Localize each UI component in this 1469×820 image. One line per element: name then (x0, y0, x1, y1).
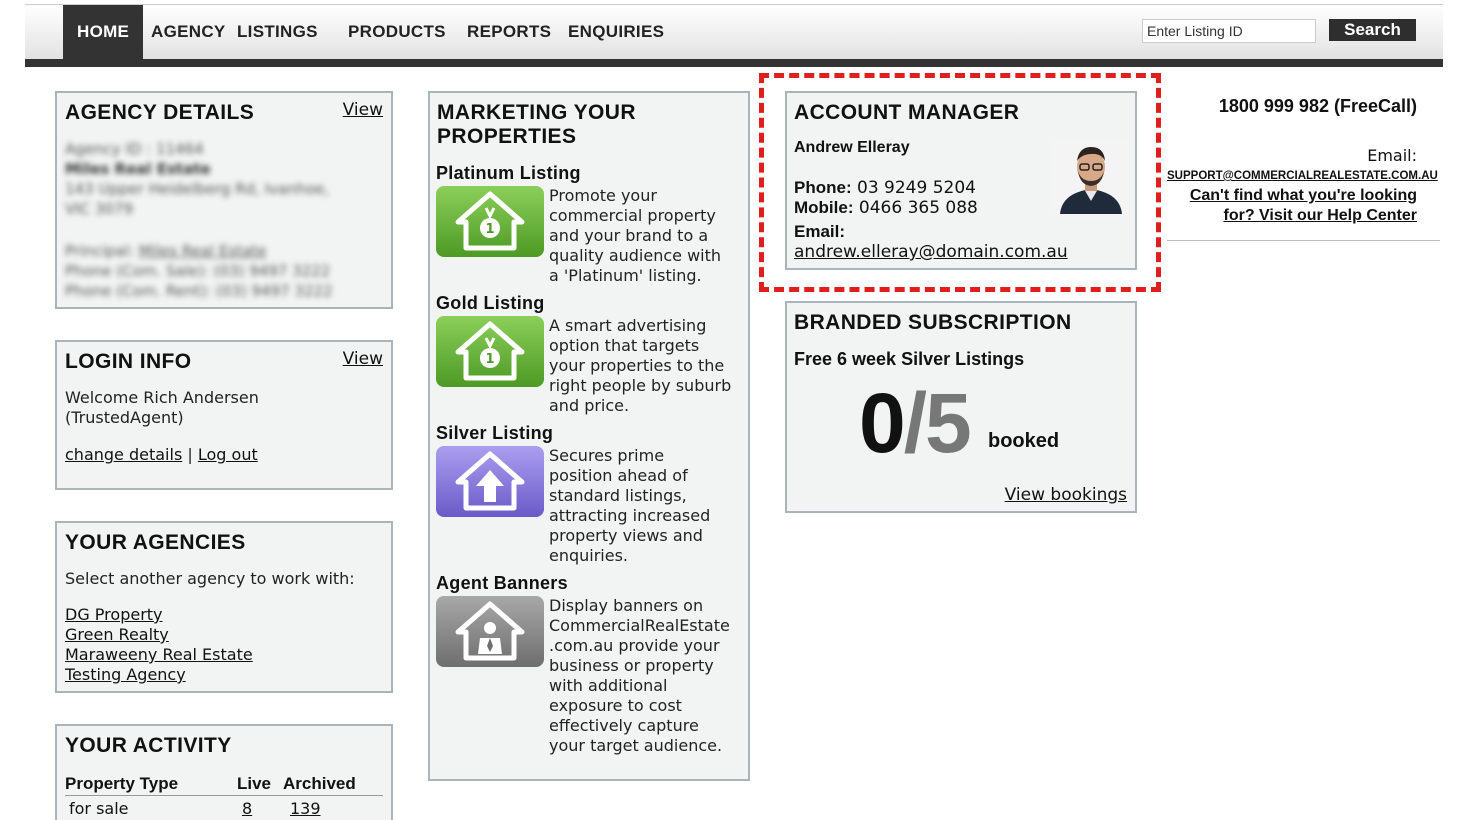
branded-subscription-panel (785, 301, 1137, 513)
agency-link-dg-property[interactable]: DG Property (65, 605, 163, 624)
your-activity-panel (55, 724, 393, 820)
nav-enquiries[interactable]: ENQUIRIES (568, 22, 665, 41)
agency-address-line1: 143 Upper Heidelberg Rd, Ivanhoe, (65, 180, 330, 198)
mobile-label: Mobile: (794, 198, 854, 217)
account-manager-title: ACCOUNT MANAGER (794, 101, 1020, 124)
support-email-label: Email: (1367, 146, 1417, 165)
account-links (65, 445, 258, 465)
welcome-message (65, 388, 259, 428)
agency-details-view-link[interactable]: View (342, 100, 383, 120)
marketing-title-line2: PROPERTIES (437, 125, 577, 148)
agency-id: Agency ID : 11464 (65, 140, 204, 158)
login-info-view-link[interactable]: View (342, 349, 383, 369)
your-activity-title: YOUR ACTIVITY (65, 734, 232, 757)
agency-list (65, 605, 253, 685)
login-info-title: LOGIN INFO (65, 350, 192, 373)
silver-listing-heading: Silver Listing (436, 423, 554, 443)
table-row (65, 796, 383, 820)
logout-link[interactable]: Log out (197, 445, 258, 464)
agent-banners-heading: Agent Banners (436, 573, 568, 593)
booked-count: 0 (859, 376, 904, 470)
your-agencies-title: YOUR AGENCIES (65, 531, 246, 554)
principal-link[interactable]: Miles Real Estate (138, 242, 267, 260)
account-manager-name: Andrew Elleray (794, 139, 910, 156)
row-live-count[interactable]: 8 (242, 799, 253, 818)
link-separator: | (187, 445, 193, 464)
freecall-number: 1800 999 982 (FreeCall) (1218, 96, 1417, 116)
row-property-type: for sale (69, 799, 129, 818)
help-center-link-line1[interactable]: Can't find what you're looking (1189, 187, 1417, 204)
help-center-link-block (1167, 186, 1417, 226)
agent-banners-house-icon (436, 596, 544, 667)
subscription-title: BRANDED SUBSCRIPTION (794, 311, 1072, 334)
platinum-house-icon (436, 186, 544, 257)
marketing-title (437, 101, 636, 149)
phone-com-rent: Phone (Com. Rent): (03) 9497 3222 (65, 282, 333, 300)
principal-label: Principal: (65, 242, 134, 260)
col-archived: Archived (283, 774, 356, 793)
booked-label: booked (988, 430, 1060, 452)
gold-listing-heading: Gold Listing (436, 293, 545, 313)
booking-count (859, 375, 970, 471)
login-info-panel (55, 340, 393, 490)
listing-id-input[interactable] (1142, 19, 1316, 43)
platinum-listing-heading: Platinum Listing (436, 163, 581, 183)
agency-details-panel (55, 91, 393, 309)
agency-name: Miles Real Estate (65, 160, 211, 178)
mobile-number: 0466 365 088 (858, 198, 978, 218)
welcome-line-2: (TrustedAgent) (65, 408, 184, 427)
view-bookings-link[interactable]: View bookings (1004, 485, 1127, 505)
activity-table-header (65, 774, 383, 796)
marketing-title-line1: MARKETING YOUR (437, 101, 636, 124)
col-live: Live (237, 774, 272, 793)
nav-reports[interactable]: REPORTS (467, 22, 552, 41)
agency-details-info (65, 139, 385, 301)
agency-address-line2: VIC 3079 (65, 200, 134, 218)
support-email-link[interactable]: SUPPORT@COMMERCIALREALESTATE.COM.AU (1167, 170, 1438, 182)
sidebar-divider (1167, 240, 1440, 241)
nav-home[interactable]: HOME (63, 5, 143, 59)
agency-link-green-realty[interactable]: Green Realty (65, 625, 169, 644)
help-center-link-line2[interactable]: for? Visit our Help Center (1223, 207, 1417, 224)
nav-listings[interactable]: LISTINGS (237, 22, 318, 41)
total-count: /5 (903, 376, 970, 470)
svg-text:1: 1 (485, 352, 495, 367)
silver-description: Secures prime position ahead of standard listings, attracting increased property views and enquiries. (549, 446, 711, 565)
account-manager-email-link[interactable]: andrew.elleray@domain.com.au (794, 242, 1068, 262)
silver-house-icon (436, 446, 544, 517)
your-agencies-panel (55, 521, 393, 693)
nav-products[interactable]: PRODUCTS (348, 22, 446, 41)
email-label: Email: (794, 222, 846, 241)
phone-number: 03 9249 5204 (857, 178, 976, 198)
nav-divider (25, 59, 1443, 67)
welcome-line-1: Welcome Rich Andersen (65, 388, 259, 407)
activity-table (65, 774, 383, 820)
agency-details-title: AGENCY DETAILS (65, 101, 255, 124)
gold-description: A smart advertising option that targets your properties to the right people by suburb and price. (549, 316, 732, 415)
nav-agency[interactable]: AGENCY (151, 22, 226, 41)
agency-link-maraweeny[interactable]: Maraweeny Real Estate (65, 645, 253, 664)
agencies-prompt: Select another agency to work with: (65, 569, 355, 588)
highlight-dashed-box (759, 73, 1161, 292)
row-archived-count[interactable]: 139 (290, 799, 321, 818)
search-button[interactable]: Search (1329, 19, 1416, 41)
agency-link-testing[interactable]: Testing Agency (65, 665, 186, 684)
gold-house-icon (436, 316, 544, 387)
agent-banners-description: Display banners on CommercialRealEstate .com.au provide your business or property with additional exposure to cost effectively capture your target audience. (549, 596, 730, 755)
platinum-description: Promote your commercial property and your brand to a quality audience with a 'Platinum' listing. (549, 186, 722, 285)
change-details-link[interactable]: change details (65, 445, 183, 464)
phone-label: Phone: (794, 178, 852, 197)
svg-text:1: 1 (485, 222, 495, 237)
subscription-subtitle: Free 6 week Silver Listings (794, 349, 1025, 369)
col-property-type: Property Type (65, 774, 179, 793)
phone-com-sale: Phone (Com. Sale): (03) 9497 3222 (65, 262, 331, 280)
